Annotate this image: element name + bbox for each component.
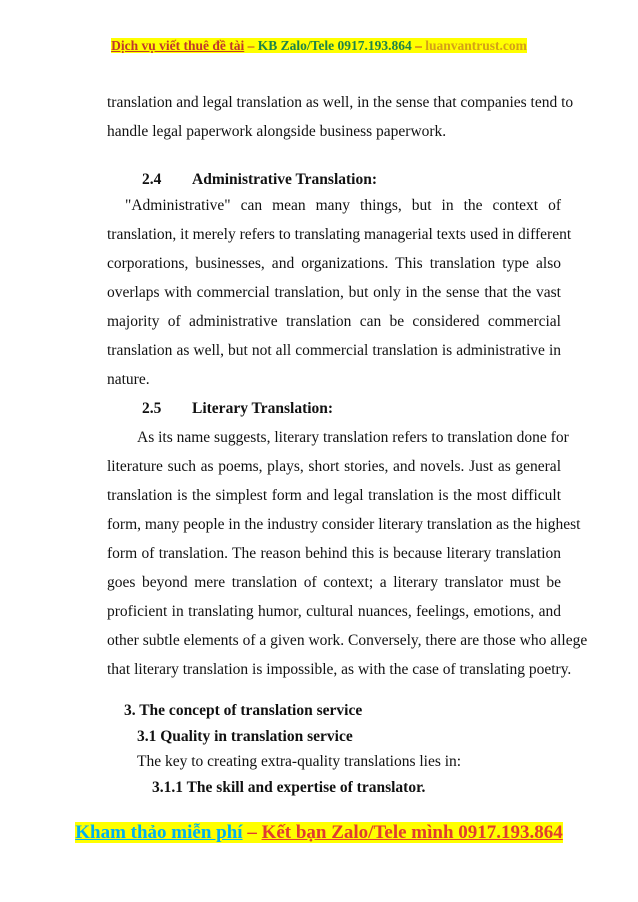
- text-line: handle legal paperwork alongside business paperwork.: [107, 123, 447, 140]
- text-line: "Administrative" can mean many things, but in the context of: [125, 197, 561, 214]
- text-line: that literary translation is impossible, as with the case of translating poetry.: [107, 661, 572, 678]
- text-line: translation, it merely refers to translating managerial texts used in different: [107, 226, 572, 243]
- section-heading-2-5: [142, 400, 333, 418]
- section-heading-3: 3. The concept of translation service: [124, 702, 363, 719]
- section-2-4-paragraph: [107, 191, 572, 394]
- header-website-link[interactable]: luanvantrust.com: [425, 38, 527, 53]
- text-line: corporations, businesses, and organizations. This translation type also: [107, 255, 561, 272]
- footer-banner: [0, 822, 638, 844]
- text-line: overlaps with commercial translation, but only in the sense that the vast: [107, 284, 561, 301]
- section-2-5-paragraph: [107, 423, 588, 684]
- section-number: 2.4: [142, 171, 162, 188]
- footer-free-reference-link[interactable]: Kham thảo miễn phí: [75, 822, 243, 843]
- text-line: translation is the simplest form and legal translation is the most difficult: [107, 487, 561, 504]
- text-line: nature.: [107, 371, 150, 388]
- section-heading-3-1-1: 3.1.1 The skill and expertise of translator.: [152, 779, 426, 796]
- text-line: translation and legal translation as well, in the sense that companies tend to: [107, 94, 574, 111]
- section-title: Administrative Translation:: [192, 171, 378, 188]
- footer-separator: –: [242, 822, 262, 843]
- text-line: form of translation. The reason behind this is because literary translation: [107, 545, 561, 562]
- section-number: 2.5: [142, 400, 162, 417]
- section-title: Literary Translation:: [192, 400, 334, 417]
- intro-paragraph: [107, 88, 574, 146]
- text-line: majority of administrative translation can be considered commercial: [107, 313, 561, 330]
- text-line: form, many people in the industry consider literary translation as the highest: [107, 516, 581, 533]
- header-separator: –: [244, 38, 258, 53]
- text-line: other subtle elements of a given work. Conversely, there are those who allege: [107, 632, 588, 649]
- section-3-1-body: The key to creating extra-quality translations lies in:: [137, 753, 462, 770]
- header-separator: –: [411, 38, 426, 53]
- text-line: goes beyond mere translation of context; a literary translator must be: [107, 574, 561, 591]
- text-line: literature such as poems, plays, short stories, and novels. Just as general: [107, 458, 561, 475]
- section-heading-3-1: 3.1 Quality in translation service: [137, 728, 353, 745]
- section-heading-2-4: [142, 171, 377, 189]
- text-line: translation as well, but not all commercial translation is administrative in: [107, 342, 561, 359]
- footer-contact-link[interactable]: Kết bạn Zalo/Tele mình 0917.193.864: [261, 822, 563, 843]
- header-banner: [0, 38, 638, 54]
- header-contact: KB Zalo/Tele 0917.193.864: [257, 38, 412, 53]
- text-line: As its name suggests, literary translation refers to translation done for: [137, 429, 569, 446]
- header-service-link[interactable]: Dịch vụ viết thuê đề tài: [111, 38, 245, 53]
- text-line: proficient in translating humor, cultural nuances, feelings, emotions, and: [107, 603, 561, 620]
